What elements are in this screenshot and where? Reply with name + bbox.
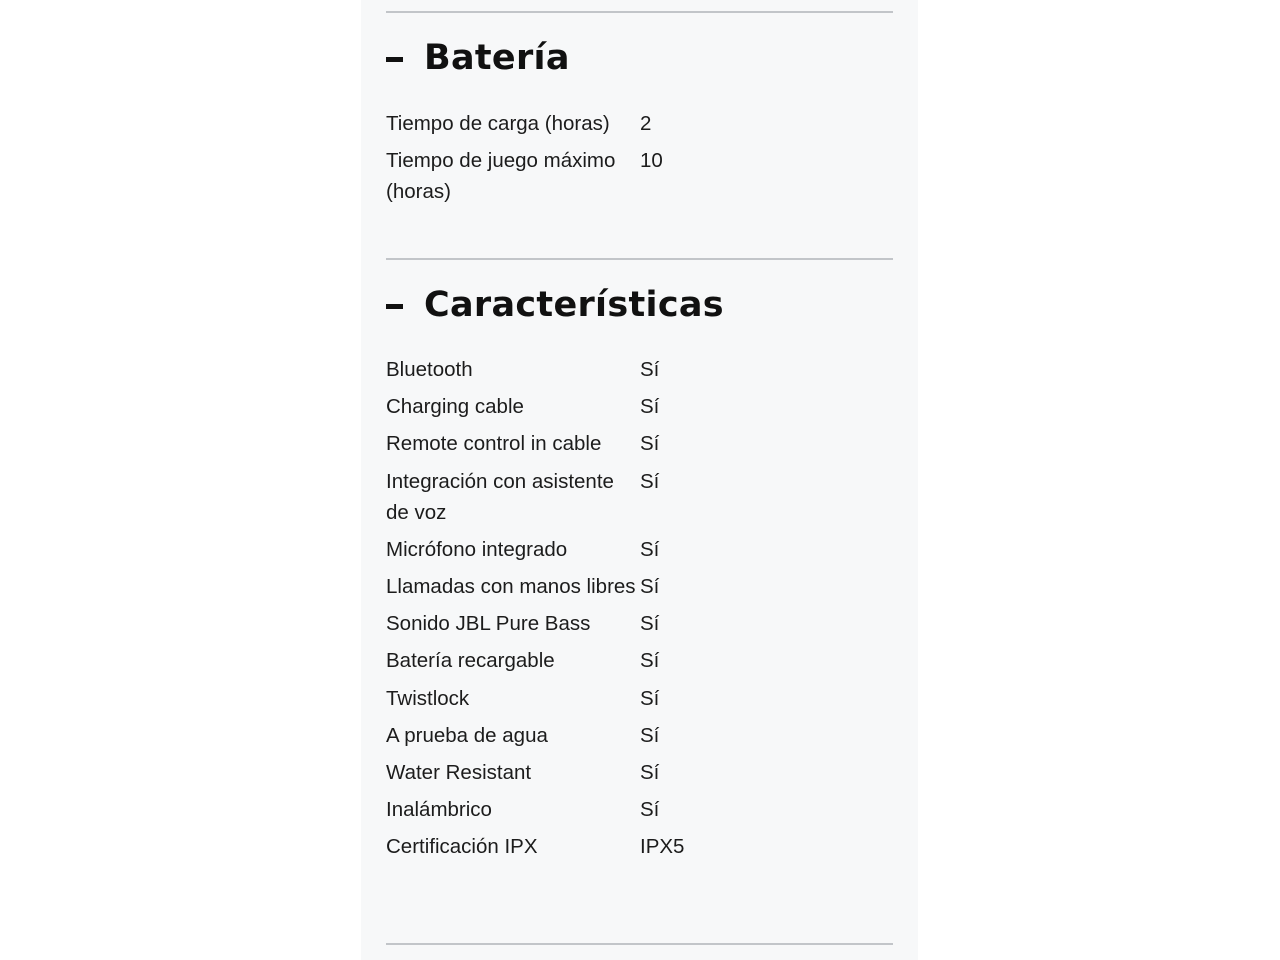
spec-row [386, 608, 893, 639]
spec-row [386, 683, 893, 714]
spec-label: Micrófono integrado [386, 537, 568, 561]
spec-value: Sí [640, 574, 660, 598]
section-header-caracteristicas[interactable] [386, 280, 724, 330]
spec-value: Sí [640, 686, 660, 710]
collapse-minus-icon[interactable] [386, 304, 403, 309]
spec-row [386, 831, 893, 862]
spec-value: Sí [640, 798, 660, 822]
spec-label: Tiempo de carga (horas) [386, 112, 610, 135]
spec-row [386, 354, 893, 385]
spec-value: IPX5 [640, 835, 685, 859]
spec-value: Sí [640, 432, 660, 456]
spec-list-bateria [386, 108, 893, 213]
spec-row [386, 391, 893, 422]
spec-row [386, 534, 893, 565]
spec-label: Remote control in cable [386, 432, 602, 456]
spec-row [386, 145, 893, 207]
spec-label: Bluetooth [386, 358, 473, 381]
spec-label: A prueba de agua [386, 723, 548, 747]
spec-row [386, 108, 893, 139]
spec-label: Batería recargable [386, 649, 555, 673]
spec-label: Water Resistant [386, 760, 532, 784]
spec-value: 10 [640, 149, 663, 173]
spec-row [386, 794, 893, 825]
spec-value: Sí [640, 760, 660, 784]
spec-value: Sí [640, 537, 660, 561]
spec-label: Tiempo de juego máximo (horas) [386, 149, 616, 204]
section-divider [386, 11, 893, 13]
spec-row [386, 571, 893, 602]
spec-label: Integración con asistente de voz [386, 469, 614, 524]
spec-value: Sí [640, 723, 660, 747]
section-header-bateria[interactable] [386, 33, 570, 83]
section-title: Batería [424, 38, 570, 78]
spec-row [386, 428, 893, 459]
spec-label: Llamadas con manos libres [386, 574, 636, 598]
spec-row [386, 466, 893, 528]
spec-value: Sí [640, 649, 660, 673]
spec-label: Certificación IPX [386, 835, 538, 859]
spec-label: Sonido JBL Pure Bass [386, 612, 591, 636]
spec-row [386, 720, 893, 751]
spec-value: 2 [640, 112, 652, 135]
spec-value: Sí [640, 395, 660, 419]
spec-value: Sí [640, 358, 660, 381]
spec-label: Inalámbrico [386, 798, 492, 822]
section-title: Características [424, 285, 724, 325]
spec-value: Sí [640, 469, 660, 493]
spec-label: Charging cable [386, 395, 524, 419]
spec-row [386, 645, 893, 676]
specs-panel [361, 0, 918, 960]
section-divider [386, 258, 893, 260]
section-divider [386, 943, 893, 945]
spec-row [386, 757, 893, 788]
spec-value: Sí [640, 612, 660, 636]
collapse-minus-icon[interactable] [386, 57, 403, 62]
spec-label: Twistlock [386, 686, 470, 710]
spec-list-caracteristicas [386, 354, 893, 868]
